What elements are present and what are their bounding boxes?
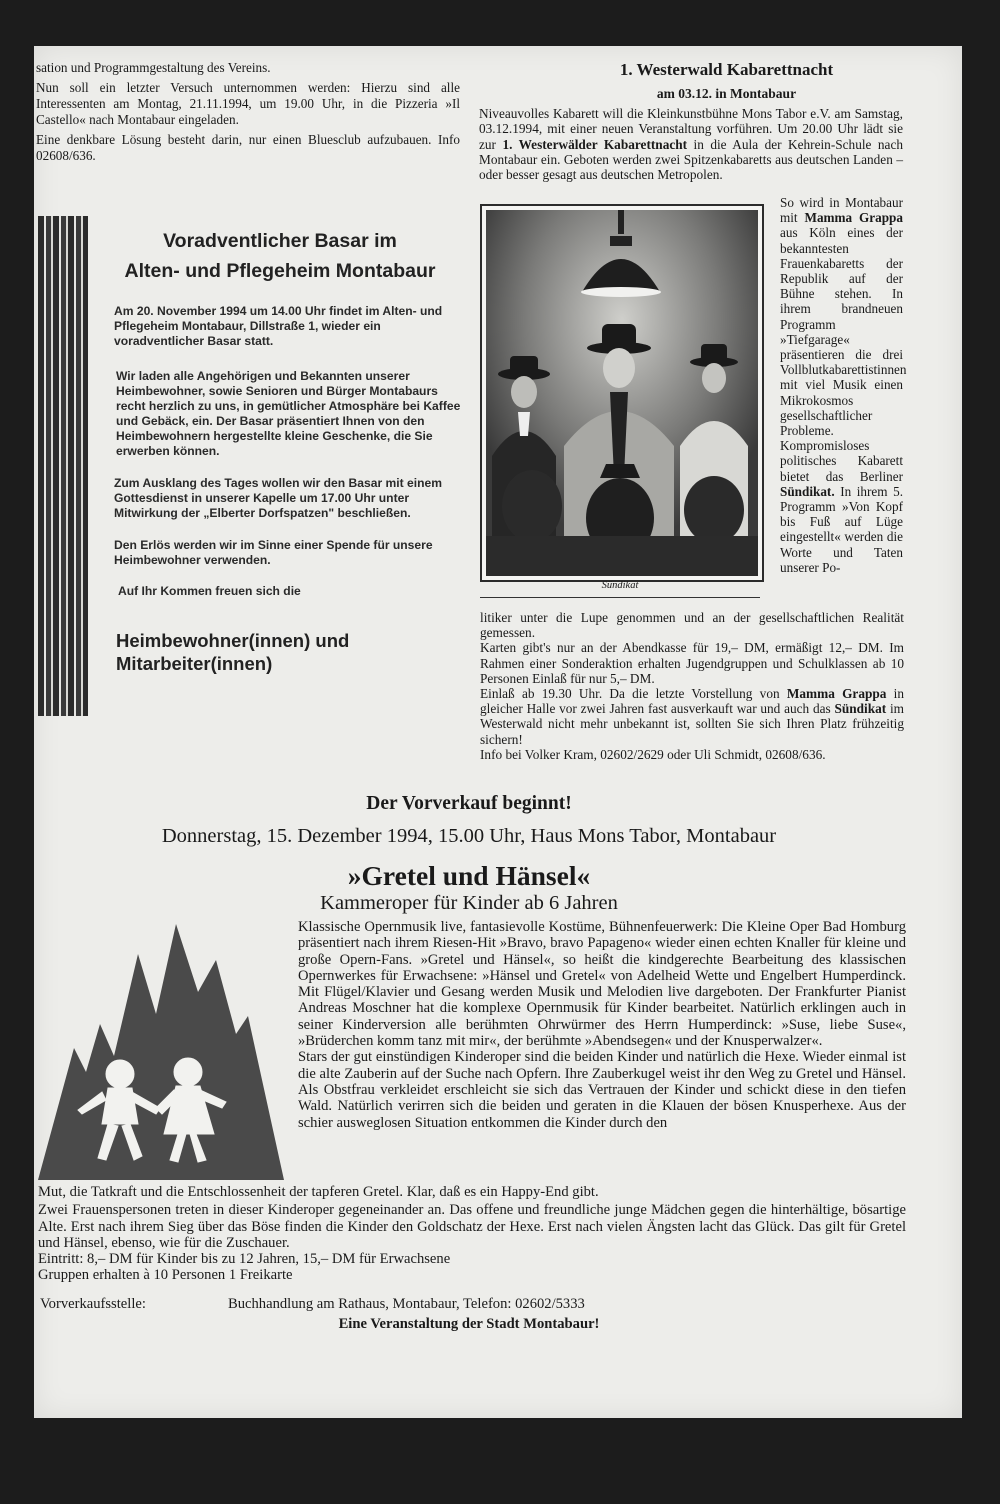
kabarett-paragraph: litiker unter die Lupe genommen und an der gesellschaftlichen Realität gemessen. <box>480 610 904 641</box>
photo-caption: Sündikat <box>601 580 639 591</box>
bazar-paragraph: Auf Ihr Kommen freuen sich die <box>118 584 301 598</box>
bazar-paragraph: Am 20. November 1994 um 14.00 Uhr findet im Alten- und Pflegeheim Montabaur, Dillstraße 1, wieder ein voradventlicher Basar statt. <box>114 304 443 348</box>
photo-rule <box>480 597 760 598</box>
article-fragment: sation und Programmgestaltung des Vereins. <box>36 60 271 75</box>
opera-title: »Gretel und Hänsel« <box>347 860 591 891</box>
kabarett-intro: Niveauvolles Kabarett will die Kleinkunstbühne Mons Tabor e.V. am Samstag, 03.12.1994, mit einer neuen Veranstaltung vorführen. Um 20.00 Uhr lädt sie zur 1. Westerwälder Kabarettnacht in die Aula der Kehrein-Schule nach Montabaur ein. Geboten werden zwei Spitzenkabaretts aus deutschen Landen – oder besser gesagt aus deutschen Metropolen. <box>479 106 903 183</box>
kabarett-info: Info bei Volker Kram, 02602/2629 oder Uli Schmidt, 02608/636. <box>480 746 826 762</box>
bazar-signature-line2: Mitarbeiter(innen) <box>116 653 273 674</box>
newspaper-page <box>34 46 962 1418</box>
presale-location <box>40 1296 906 1313</box>
kabarett-title: 1. Westerwald Kabarettnacht <box>619 60 834 79</box>
kabarett-photo-image <box>482 206 762 580</box>
bazar-paragraph: Wir laden alle Angehörigen und Bekannten unserer Heimbewohner, sowie Senioren und Bürger Montabaurs recht herzlich zu uns, in gemütlicher Atmosphäre bei Kaffee und Gebäck, ein. Der Basar präsentiert Ihnen von den Heimbewohnern hergestellte kleine Geschenke, die Sie erwerben können. <box>116 369 461 458</box>
opera-subtitle: Kammeroper für Kinder ab 6 Jahren <box>320 892 618 914</box>
organizer-line: Eine Veranstaltung der Stadt Montabaur! <box>338 1316 600 1332</box>
bazar-paragraph: Zum Ausklang des Tages wollen wir den Basar mit einem Gottesdienst in unserer Kapelle um 17.00 Uhr unter Mitwirkung der „Elberter Dorfspatzen" beschließen. <box>114 476 442 520</box>
article-paragraph: Eine denkbare Lösung besteht darin, nur einen Bluesclub aufzubauen. Info 02608/636. <box>36 132 460 163</box>
opera-paragraph: Zwei Frauenspersonen treten in dieser Kinderoper gegeneinander an. Das offene und freundliche junge Mädchen gegen die hinterhältige, bösartige Alte. Erst nach ihrem Sieg über das Böse finden die Kinder den Goldschatz der Hexe. Erst nach vielen Ängsten lacht das Glück. Das gilt für Gretel und Hänsel, ebenso, wie für die Zuschauer. <box>38 1202 906 1251</box>
kabarett-side-column: So wird in Montabaur mit Mamma Grappa aus Köln eines der bekanntesten Frauenkabaretts der Republik auf der Bühne stehen. In ihrem brandneuen Programm »Tiefgarage« präsentieren die drei Vollblutkabarettistinnen mit viel Musik einen Mikrokosmos gesellschaftlicher Probleme. Kompromisloses politisches Kabarett bietet das Berliner Sündikat. In ihrem 5. Programm »Von Kopf bis Fuß auf Lüge eingestellt« werden die Worte und Taten unserer Po- <box>780 195 907 575</box>
bazar-title-line1: Voradventlicher Basar im <box>163 230 397 252</box>
top-left-article <box>36 60 460 168</box>
opera-paragraph: Stars der gut einstündigen Kinderoper sind die beiden Kinder und natürlich die Hexe. Wieder einmal ist die alte Zauberin auf der Suche nach Opfern. Ihre Zauberkugel weist ihr den Weg zu Gretel und Hänsel. Als Obstfrau verkleidet erschleicht sie sich das Vertrauen der Kinder und schickt diese in den tiefen Wald. Natürlich verirren sich die beiden und geraten in die Klauen der bösen Knusperhexe. Aus der schier ausweglosen Situation entkommen die Kinder durch den <box>298 1049 906 1131</box>
presale-value: Buchhandlung am Rathaus, Montabaur, Telefon: 02602/5333 <box>228 1296 585 1312</box>
presale-label: Vorverkaufsstelle: <box>40 1296 146 1312</box>
opera-paragraph: Klassische Opernmusik live, fantasievolle Kostüme, Bühnenfeuerwerk: Die Kleine Oper Bad Homburg präsentiert nach ihrem Riesen-Hit »Bravo, bravo Papageno« wieder einen echten Knaller für kleine und große Opern-Fans. »Gretel und Hänsel«, so heißt die kindgerechte Bearbeitung des klassischen Opernwerkes für Erwachsene: »Hänsel und Gretel« von Adelheid Wette und Engelbert Humperdinck. Mit Flügel/Klavier und Gesang werden Musik und Melodien live dargeboten. Der Frankfurter Pianist Andreas Moschner hat die komplexe Opernmusik für Kinder bearbeitet. Natürlich erklingen auch in seiner Kinderversion alle berühmten Ohrwürmer des Herrn Humperdinck: »Suse, liebe Suse«, »Brüderchen komm tanz mit mir«, der berühmte »Abendsegen« und der Knusperwalzer«. <box>298 919 906 1050</box>
kabarett-continuation <box>480 610 904 762</box>
kabarett-tickets: Karten gibt's nur an der Abendkasse für 19,– DM, ermäßigt 12,– DM. Im Rahmen einer Sonderaktion erhalten Jugendgruppen und Schulklassen ab 10 Personen Einlaß für nur 5,– DM. <box>480 640 904 686</box>
kabarett-photo <box>480 204 764 582</box>
bazar-paragraph: Den Erlös werden wir im Sinne einer Spende für unsere Heimbewohner verwenden. <box>114 538 433 567</box>
vorverkauf-heading: Der Vorverkauf beginnt! <box>366 793 572 814</box>
kabarett-entry: Einlaß ab 19.30 Uhr. Da die letzte Vorstellung von Mamma Grappa in gleicher Halle vor zwei Jahren fast ausverkauft war und auch das Sündikat im Westerwald nicht mehr unbekannt ist, sollten Sie sich Ihren Platz frühzeitig sichern! <box>480 686 905 747</box>
mountain-children-illustration <box>38 924 284 1180</box>
bazar-notice <box>94 226 466 675</box>
opera-paragraph-end: Mut, die Tatkraft und die Entschlossenheit der tapferen Gretel. Klar, daß es ein Happy-End gibt. <box>38 1184 599 1200</box>
bazar-signature-line1: Heimbewohner(innen) und <box>116 630 350 651</box>
vorverkauf-date: Donnerstag, 15. Dezember 1994, 15.00 Uhr, Haus Mons Tabor, Montabaur <box>161 825 777 847</box>
article-paragraph: Nun soll ein letzter Versuch unternommen werden: Hierzu sind alle Interessenten am Montag, 21.11.1994, um 19.00 Uhr, in die Pizzeria »Il Castello« nach Montabaur eingeladen. <box>36 80 460 127</box>
mountain-icon <box>38 924 284 1180</box>
decorative-border-strip <box>38 216 88 716</box>
opera-description-full <box>38 1184 906 1284</box>
opera-groups: Gruppen erhalten à 10 Personen 1 Freikarte <box>38 1267 293 1284</box>
kabarett-subtitle: am 03.12. in Montabaur <box>656 86 797 101</box>
opera-admission: Eintritt: 8,– DM für Kinder bis zu 12 Jahren, 15,– DM für Erwachsene <box>38 1251 451 1268</box>
bazar-title-line2: Alten- und Pflegeheim Montabaur <box>124 260 436 282</box>
opera-description <box>298 919 906 1131</box>
